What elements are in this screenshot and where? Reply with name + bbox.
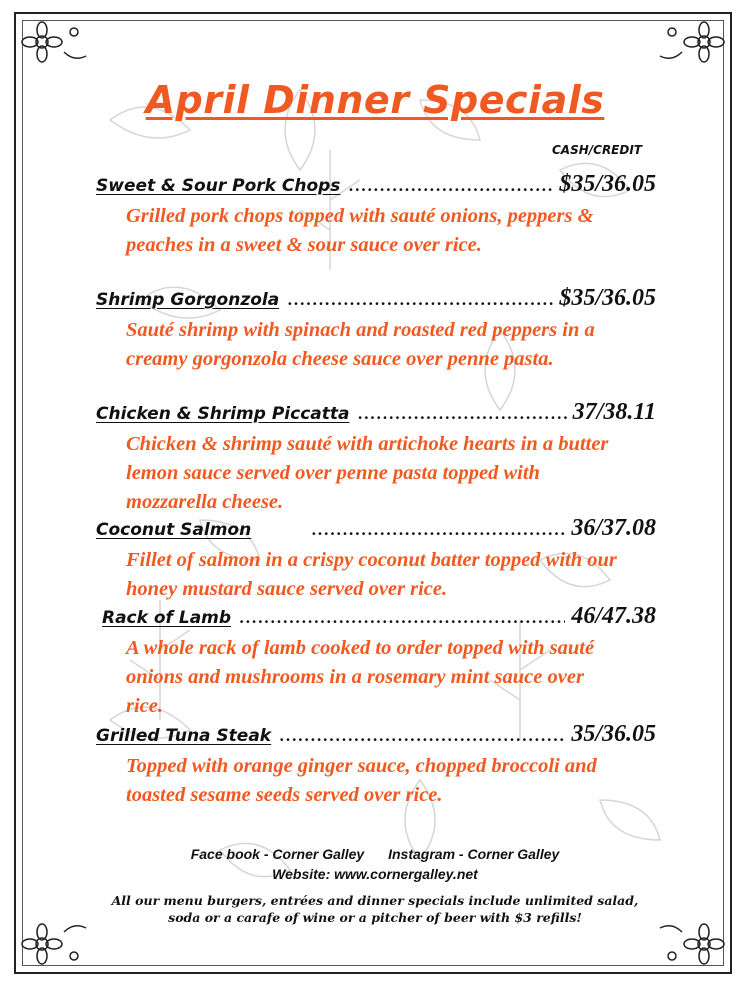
menu-item-name: Coconut Salmon [96,520,252,540]
leader-dots [239,604,565,632]
menu-item-price: 36/37.08 [571,515,656,541]
menu-item-description: Chicken & shrimp sauté with artichoke hearts in a butter lemon sauce served over penne pasta topped with mozzarella cheese. [126,433,609,513]
menu-item-description: Topped with orange ginger sauce, chopped broccoli and toasted sesame seeds served over rice. [126,755,597,806]
leader-dots [357,400,566,428]
flower-corner-icon [652,12,732,72]
menu-item [96,284,656,374]
website-link[interactable]: Website: www.cornergalley.net [272,866,478,882]
menu-item-name: Shrimp Gorgonzola [96,290,280,310]
social-links [0,846,750,862]
menu-item [96,514,656,604]
menu-item-description: Grilled pork chops topped with sauté onions, peppers & peaches in a sweet & sour sauce over rice. [126,205,594,256]
menu-item-header [96,170,656,200]
facebook-link[interactable]: Face book - Corner Galley [190,846,365,862]
menu-item-description: Sauté shrimp with spinach and roasted red peppers in a creamy gorgonzola cheese sauce over penne pasta. [126,319,595,370]
menu-item-price: $35/36.05 [559,285,656,311]
payment-note: CASH/CREDIT [551,143,642,157]
menu-item-price: 46/47.38 [571,603,656,629]
menu-item [96,170,656,260]
menu-item-name: Rack of Lamb [102,608,232,628]
page-title: April Dinner Specials [145,78,605,122]
leader-dots [311,516,565,544]
leader-dots [348,172,553,200]
menu-item-header [96,720,656,750]
leader-dots [279,722,565,750]
menu-item [96,720,656,810]
menu-item-header [96,284,656,314]
refill-note: All our menu burgers, entrées and dinner specials include unlimited salad, soda or a carafe of wine or a pitcher of beer with $3 refills! [111,893,639,925]
menu-item-name: Chicken & Shrimp Piccatta [96,404,350,424]
flower-corner-icon [14,912,94,974]
menu-item-header [96,398,656,428]
menu-item-description: Fillet of salmon in a crispy coconut batter topped with our honey mustard sauce served over rice. [126,549,617,600]
flower-corner-icon [14,12,94,72]
menu-item-price: 35/36.05 [571,721,656,747]
menu-item [96,398,656,517]
menu-item-header [96,514,656,544]
flower-corner-icon [652,912,732,974]
website-line [0,866,750,882]
menu-item [96,602,656,721]
menu-item-name: Sweet & Sour Pork Chops [96,176,341,196]
menu-item-price: $35/36.05 [559,171,656,197]
menu-item-name: Grilled Tuna Steak [96,726,272,746]
leader-dots [287,286,553,314]
instagram-link[interactable]: Instagram - Corner Galley [388,846,560,862]
menu-item-description: A whole rack of lamb cooked to order topped with sauté onions and mushrooms in a rosemary mint sauce over rice. [126,637,595,717]
menu-item-price: 37/38.11 [572,399,656,425]
menu-item-header [96,602,656,632]
